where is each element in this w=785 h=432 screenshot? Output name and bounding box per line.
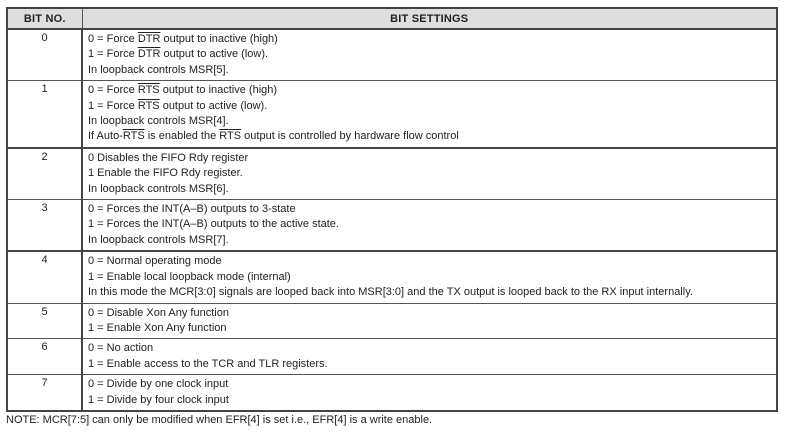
setting-text: 0 = Force xyxy=(88,84,138,97)
bit-number-cell: 5 xyxy=(7,303,82,339)
table-row xyxy=(7,29,777,81)
bit-settings-cell xyxy=(82,339,777,375)
setting-text: In loopback controls MSR[7]. xyxy=(88,233,229,246)
setting-line xyxy=(88,321,772,336)
bit-settings-cell xyxy=(82,81,777,148)
setting-line xyxy=(88,129,772,144)
table-footnote: NOTE: MCR[7:5] can only be modified when EFR[4] is set i.e., EFR[4] is a write enable. xyxy=(6,414,433,426)
setting-text: In loopback controls MSR[4]. xyxy=(88,115,229,128)
setting-line xyxy=(88,202,772,217)
setting-text: 0 = Divide by one clock input xyxy=(88,378,229,391)
setting-line xyxy=(88,306,772,321)
setting-line xyxy=(88,99,772,114)
setting-line xyxy=(88,393,772,408)
setting-text: output to active (low). xyxy=(159,99,268,112)
bit-number-cell: 2 xyxy=(7,148,82,200)
table-body xyxy=(7,29,777,411)
bit-number-cell: 6 xyxy=(7,339,82,375)
mcr-bit-settings-table xyxy=(6,7,778,412)
bit-settings-cell xyxy=(82,251,777,303)
table-row xyxy=(7,200,777,252)
setting-text: 1 Enable the FIFO Rdy register. xyxy=(88,167,243,180)
setting-line xyxy=(88,166,772,181)
bit-settings-cell xyxy=(82,375,777,411)
header-bit-no: BIT NO. xyxy=(7,8,82,29)
setting-text: If Auto- xyxy=(88,130,123,143)
setting-line xyxy=(88,47,772,62)
active-low-signal-name: $\overline{RTS}$ xyxy=(122,130,145,143)
setting-line xyxy=(88,270,772,285)
setting-text: 0 = Force xyxy=(88,33,138,45)
setting-text: 0 = Disable Xon Any function xyxy=(88,306,229,319)
table-row xyxy=(7,339,777,375)
setting-line xyxy=(88,151,772,166)
setting-line xyxy=(88,32,772,47)
setting-text: 0 = No action xyxy=(88,342,154,355)
bit-number-cell: 7 xyxy=(7,375,82,411)
active-low-signal-name: $\overline{RTS}$ xyxy=(137,84,160,97)
setting-text: output to active (low). xyxy=(160,48,269,61)
setting-text: 0 = Normal operating mode xyxy=(88,255,222,268)
setting-line xyxy=(88,83,772,98)
bit-number-cell: 0 xyxy=(7,29,82,81)
setting-text: 0 Disables the FIFO Rdy register xyxy=(88,151,249,164)
setting-text: output is controlled by hardware flow control xyxy=(241,130,459,143)
setting-line xyxy=(88,357,772,372)
setting-text: 1 = Enable local loopback mode (internal) xyxy=(88,270,291,283)
active-low-signal-name: $\overline{RTS}$ xyxy=(219,130,242,143)
table-row xyxy=(7,303,777,339)
active-low-signal-name: $\overline{DTR}$ xyxy=(137,48,161,61)
setting-text: output to inactive (high) xyxy=(160,33,278,45)
mcr-register-table-container xyxy=(6,7,778,412)
setting-text: In this mode the MCR[3:0] signals are looped back into MSR[3:0] and the TX output is looped back to the RX input internally. xyxy=(88,286,693,299)
table-header-row xyxy=(7,8,777,29)
bit-number-cell: 3 xyxy=(7,200,82,252)
setting-text: is enabled the xyxy=(144,130,220,143)
setting-text: 1 = Enable access to the TCR and TLR registers. xyxy=(88,357,328,370)
setting-text: In loopback controls MSR[6]. xyxy=(88,182,229,195)
setting-line xyxy=(88,233,772,248)
setting-line xyxy=(88,377,772,392)
setting-line xyxy=(88,217,772,232)
bit-number-cell: 4 xyxy=(7,251,82,303)
setting-text: 1 = Force xyxy=(88,48,138,61)
bit-settings-cell xyxy=(82,148,777,200)
setting-text: In loopback controls MSR[5]. xyxy=(88,63,229,76)
setting-line xyxy=(88,341,772,356)
setting-text: 1 = Forces the INT(A–B) outputs to the active state. xyxy=(88,218,339,231)
header-bit-settings: BIT SETTINGS xyxy=(82,8,777,29)
active-low-signal-name: $\overline{RTS}$ xyxy=(137,99,160,112)
setting-text: 0 = Forces the INT(A–B) outputs to 3-state xyxy=(88,203,296,216)
table-row xyxy=(7,148,777,200)
bit-number-cell: 1 xyxy=(7,81,82,148)
setting-text: output to inactive (high) xyxy=(159,84,278,97)
setting-text: 1 = Force xyxy=(88,99,138,112)
table-row xyxy=(7,251,777,303)
setting-line xyxy=(88,254,772,269)
setting-line xyxy=(88,285,772,300)
setting-line xyxy=(88,182,772,197)
setting-text: 1 = Divide by four clock input xyxy=(88,393,229,406)
setting-line xyxy=(88,114,772,129)
setting-text: 1 = Enable Xon Any function xyxy=(88,321,227,334)
setting-line xyxy=(88,63,772,78)
bit-settings-cell xyxy=(82,29,777,81)
bit-settings-cell xyxy=(82,303,777,339)
active-low-signal-name: $\overline{DTR}$ xyxy=(137,33,161,45)
table-row xyxy=(7,81,777,148)
bit-settings-cell xyxy=(82,200,777,252)
table-row xyxy=(7,375,777,411)
